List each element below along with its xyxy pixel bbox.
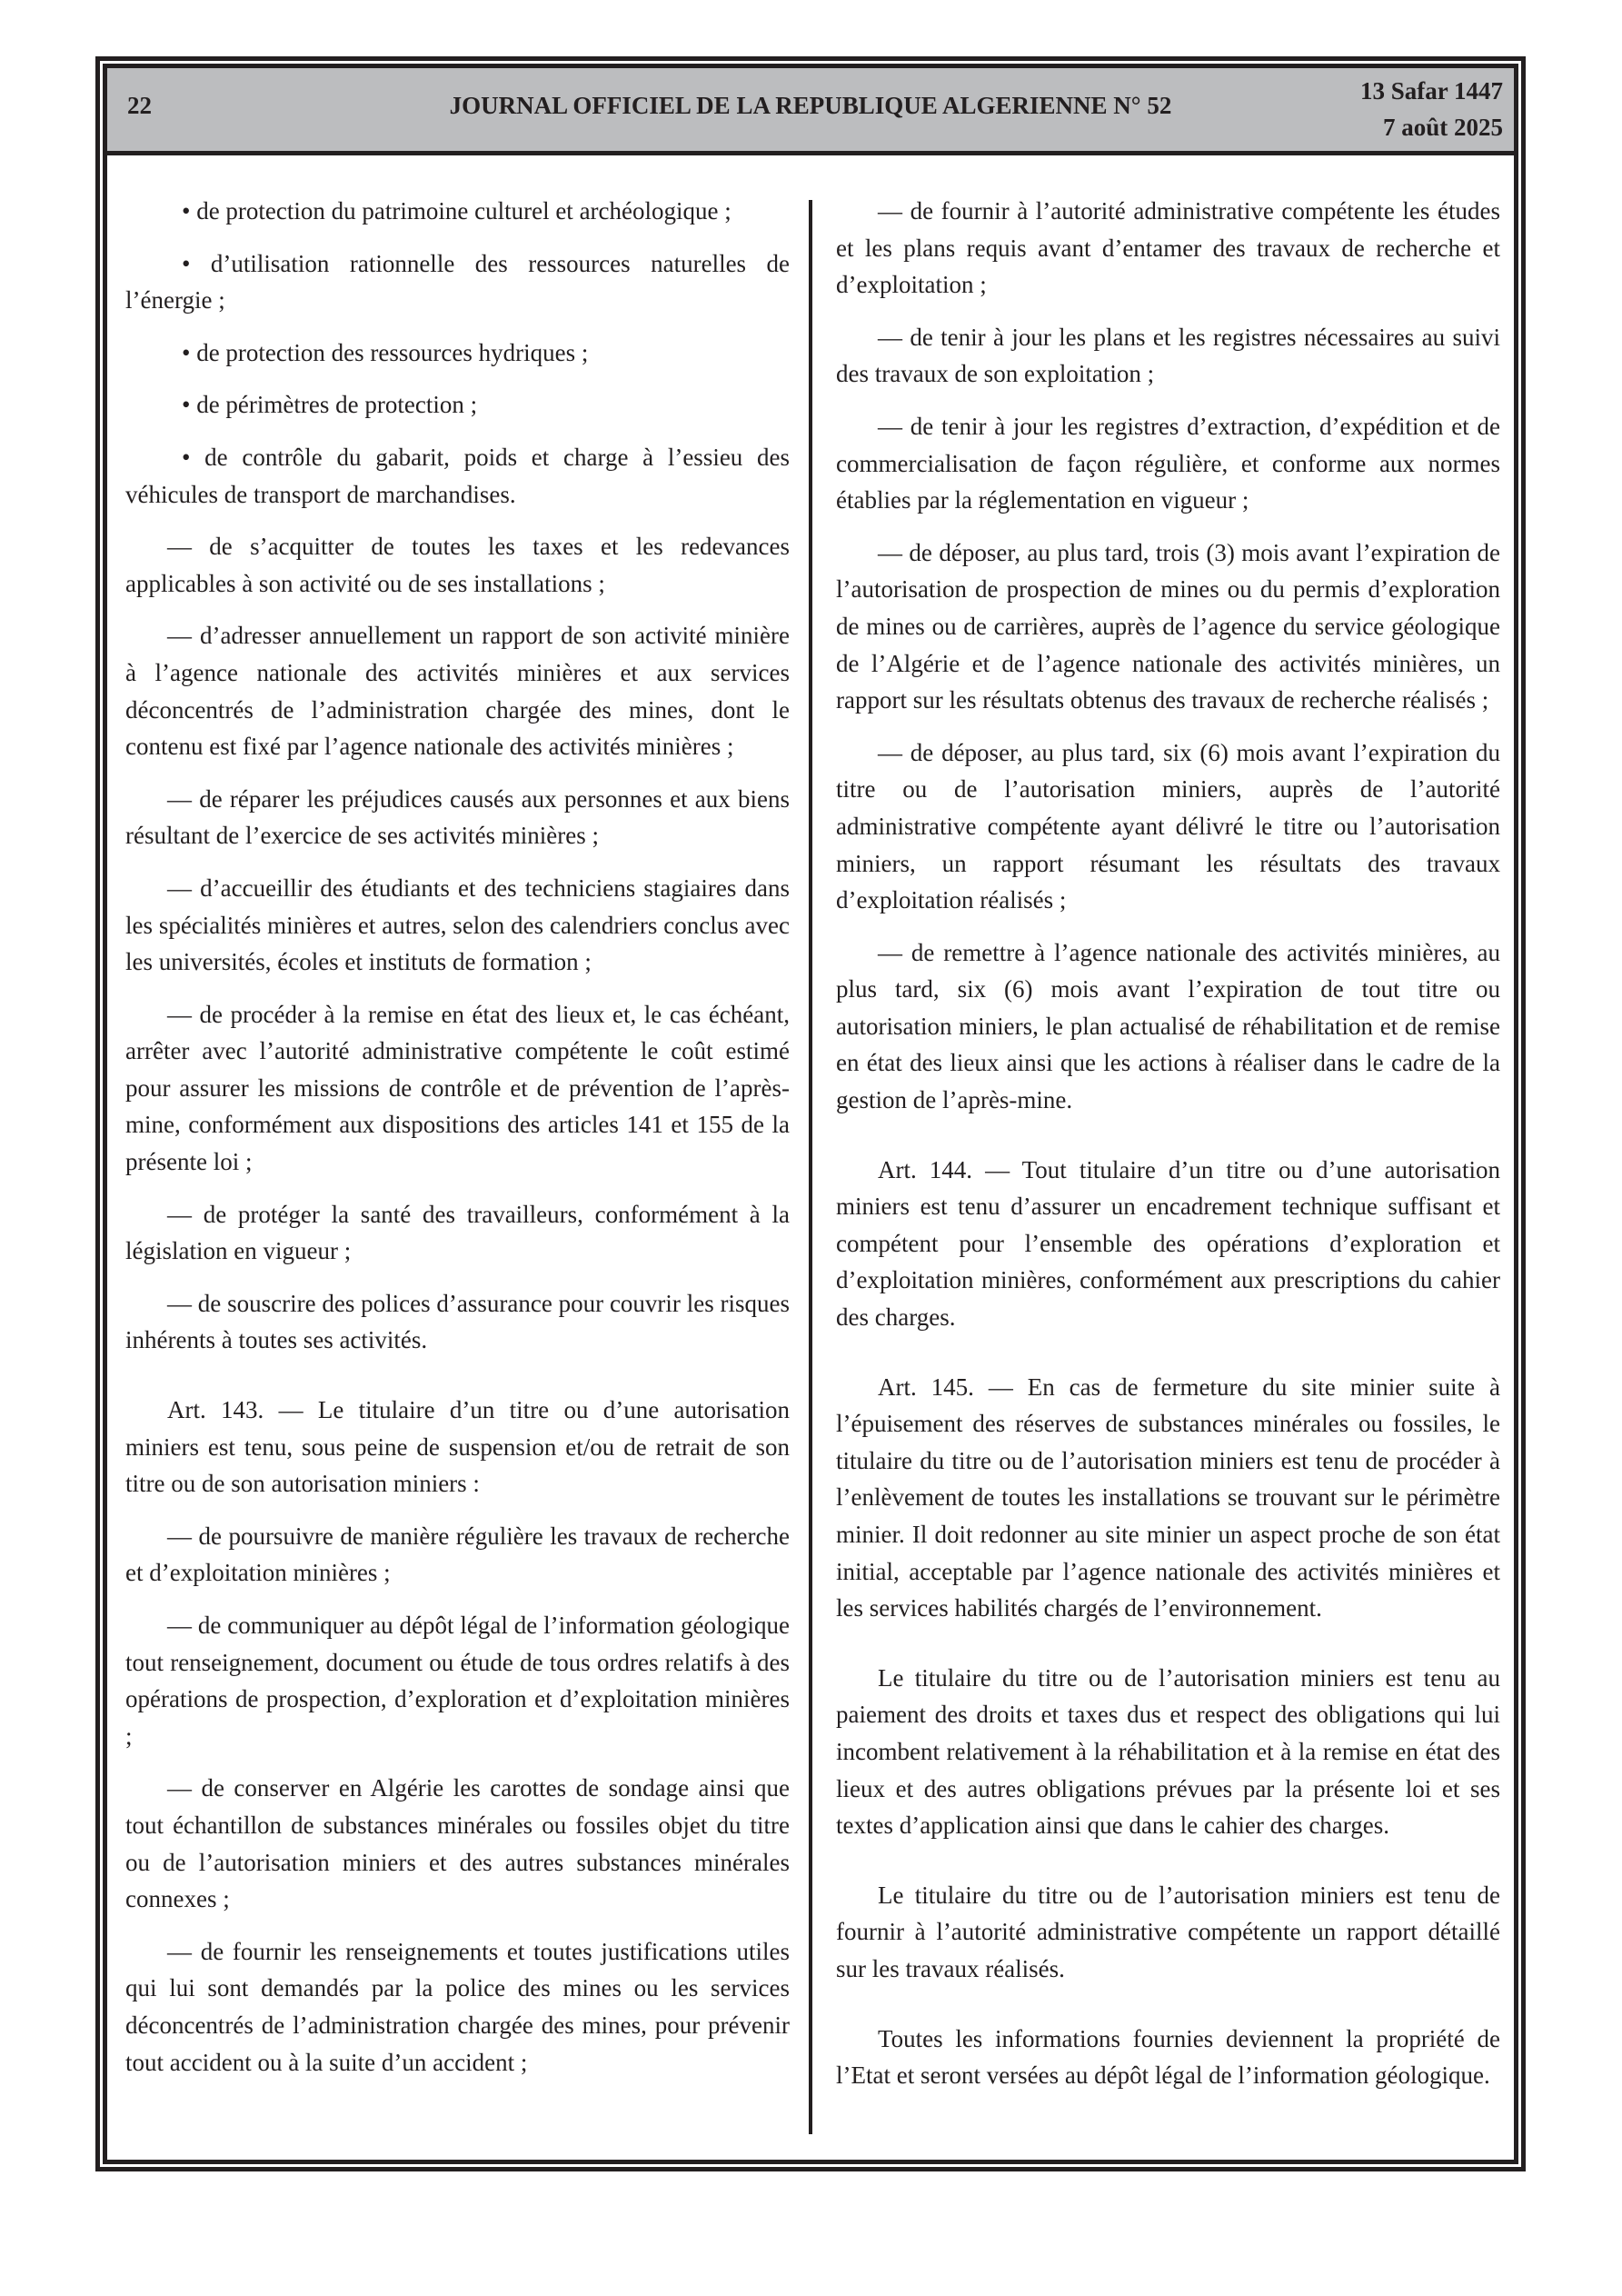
obligation-item: — de protéger la santé des travailleurs, conformément à la législation en vigueur ; xyxy=(125,1200,790,1265)
column-divider xyxy=(809,200,812,2134)
obligation-item: — d’adresser annuellement un rapport de son activité minière à l’agence nationale des activités minières et aux services déconcentrés de l’administration chargée des mines, dont le contenu est fixé par l’agence nationale des activités minières ; xyxy=(125,622,790,761)
obligation-item: — de remettre à l’agence nationale des activités minières, au plus tard, six (6) mois avant l’expiration de tout titre ou autorisation miniers, le plan actualisé de réhabilitation et de remise en état des lieux ainsi que les actions à réaliser dans le cadre de la gestion de l’après-mine. xyxy=(836,938,1500,1114)
obligation-item: — de procéder à la remise en état des lieux et, le cas échéant, arrêter avec l’autorité administrative compétente le coût estimé pour assurer les missions de contrôle et de prévention de l’après-mine, conformément aux dispositions des articles 141 et 155 de la présente loi ; xyxy=(125,1000,790,1176)
obligation-item: — de fournir à l’autorité administrative compétente les études et les plans requis avant d’entamer des travaux de recherche et d’exploitation ; xyxy=(836,197,1500,299)
article-144: Art. 144. — Tout titulaire d’un titre ou d’une autorisation miniers est tenu d’assurer un encadrement technique suffisant et compétent pour l’ensemble des opérations d’exploration et d’exploitation minières, conformément aux prescriptions du cahier des charges. xyxy=(836,1155,1500,1332)
bullet-item: • d’utilisation rationnelle des ressources naturelles de l’énergie ; xyxy=(125,249,790,314)
issue-dates xyxy=(1360,73,1503,145)
obligation-item: — de s’acquitter de toutes les taxes et les redevances applicables à son activité ou de ses installations ; xyxy=(125,533,790,597)
obligation-item: — de poursuivre de manière régulière les travaux de recherche et d’exploitation minières ; xyxy=(125,1522,790,1587)
paragraph: Toutes les informations fournies deviennent la propriété de l’Etat et seront versées au dépôt légal de l’information géologique. xyxy=(836,2024,1500,2090)
obligation-item: — de tenir à jour les plans et les registres nécessaires au suivi des travaux de son exploitation ; xyxy=(836,323,1500,388)
bullet-item: • de périmètres de protection ; xyxy=(182,391,478,419)
article-145: Art. 145. — En cas de fermeture du site minier suite à l’épuisement des réserves de substances minérales ou fossiles, le titulaire du titre ou de l’autorisation miniers est tenu de procéder à l’enlèvement de toutes les installations se trouvant sur le périmètre minier. Il doit redonner au site minier un aspect proche de son état initial, acceptable par l’agence nationale des activités minières et les services habilités chargés de l’environnement. xyxy=(836,1373,1500,1622)
bullet-item: • de protection du patrimoine culturel et archéologique ; xyxy=(182,197,731,225)
journal-header xyxy=(107,68,1514,155)
bullet-item: • de contrôle du gabarit, poids et charge à l’essieu des véhicules de transport de marchandises. xyxy=(125,443,790,508)
obligation-item: — de souscrire des polices d’assurance pour couvrir les risques inhérents à toutes ses activités. xyxy=(125,1289,790,1354)
obligation-item: — de communiquer au dépôt légal de l’information géologique tout renseignement, document ou étude de tous ordres relatifs à des opérations de prospection, d’exploration et d’exploitation minières ; xyxy=(125,1612,790,1750)
article-143: Art. 143. — Le titulaire d’un titre ou d’une autorisation miniers est tenu, sous peine de suspension et/ou de retrait de son titre ou de son autorisation miniers : xyxy=(125,1396,790,1498)
right-column xyxy=(836,193,1500,2110)
obligation-item: — de déposer, au plus tard, trois (3) mois avant l’expiration de l’autorisation de prospection de mines ou du permis d’exploration de mines ou de carrières, auprès de l’agence du service géologique de l’Algérie et de l’agence nationale des activités minières, un rapport sur les résultats obtenus des travaux de recherche réalisés ; xyxy=(836,538,1500,714)
page-number: 22 xyxy=(127,92,152,119)
bullet-item: • de protection des ressources hydriques ; xyxy=(182,338,589,366)
hijri-date: 13 Safar 1447 xyxy=(1359,77,1503,105)
paragraph: Le titulaire du titre ou de l’autorisation miniers est tenu de fournir à l’autorité administrative compétente un rapport détaillé sur les travaux réalisés. xyxy=(836,1881,1500,1982)
obligation-item: — de fournir les renseignements et toutes justifications utiles qui lui sont demandés par la police des mines ou les services déconcentrés de l’administration chargée des mines, pour prévenir tout accident ou à la suite d’un accident ; xyxy=(125,1937,790,2076)
obligation-item: — de déposer, au plus tard, six (6) mois avant l’expiration du titre ou de l’autorisation miniers, auprès de l’autorité administrative compétente ayant délivré le titre ou l’autorisation miniers, un rapport résumant les résultats des travaux d’exploitation réalisés ; xyxy=(836,738,1500,914)
obligation-item: — d’accueillir des étudiants et des techniciens stagiaires dans les spécialités minières et autres, selon des calendriers conclus avec les universités, écoles et instituts de formation ; xyxy=(125,873,790,976)
obligation-item: — de tenir à jour les registres d’extraction, d’expédition et de commercialisation de façon régulière, et conforme aux normes établies par la réglementation en vigueur ; xyxy=(836,412,1500,514)
obligation-item: — de réparer les préjudices causés aux personnes et aux biens résultant de l’exercice de ses activités minières ; xyxy=(125,784,790,850)
left-column xyxy=(125,193,790,2096)
paragraph: Le titulaire du titre ou de l’autorisation miniers est tenu au paiement des droits et taxes dus et respect des obligations qui lui incombent relativement à la réhabilitation et à la remise en état des lieux et des autres obligations prévues par la présente loi et ses textes d’application ainsi que dans le cahier des charges. xyxy=(836,1663,1500,1840)
gregorian-date: 7 août 2025 xyxy=(1382,114,1503,141)
journal-title: JOURNAL OFFICIEL DE LA REPUBLIQUE ALGERIENNE N° 52 xyxy=(449,92,1172,119)
obligation-item: — de conserver en Algérie les carottes de sondage ainsi que tout échantillon de substances minérales ou fossiles objet du titre ou de l’autorisation miniers et des autres substances minérales connexes ; xyxy=(125,1774,790,1913)
